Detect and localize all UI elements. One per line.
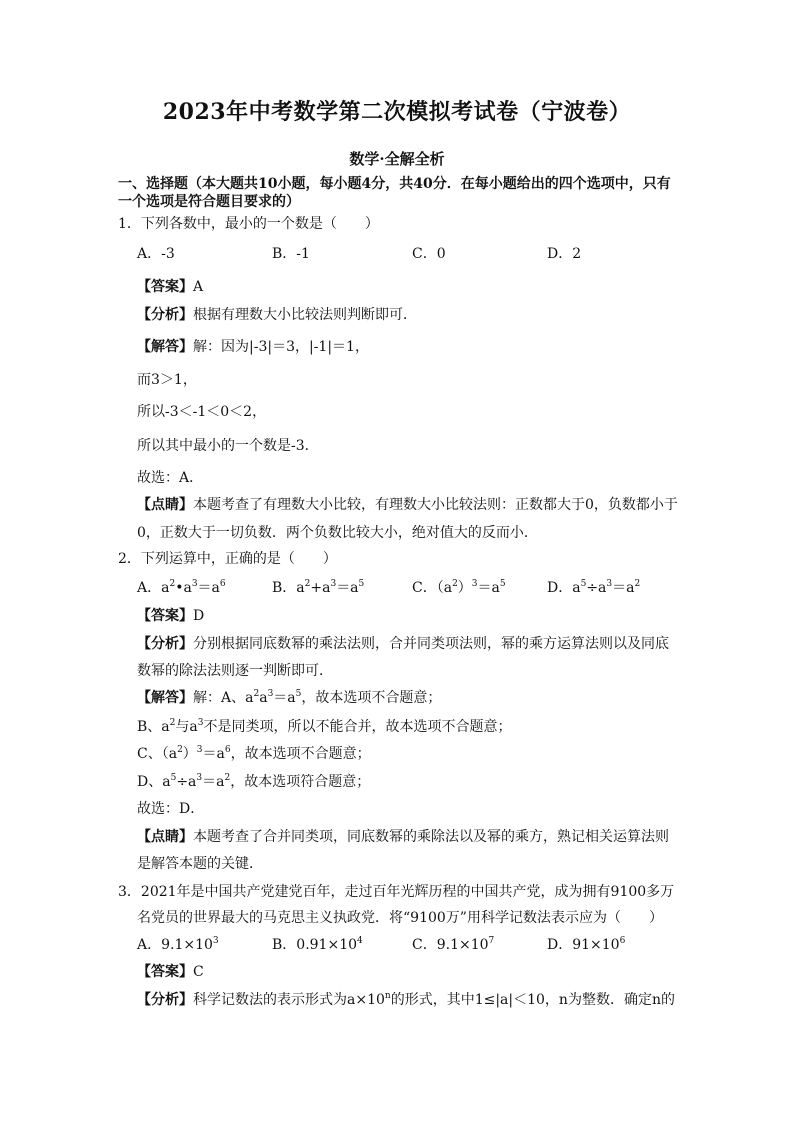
q1-solution-line: 而3＞1， (137, 372, 197, 388)
q1-analysis: 【分析】根据有理数大小比较法则判断即可． (137, 307, 417, 323)
q2-solution-b: B、$a^2$与$a^3$不是同类项，所以不能合并，故本选项不合题意； (137, 718, 512, 735)
q2-solution-c: C、$(a^2)^3=a^6$，故本选项不合题意； (137, 745, 371, 762)
section-tag: 【答案】 (137, 608, 193, 624)
section-tag: 【点睛】 (137, 829, 193, 845)
section-tag: 【答案】 (137, 279, 193, 295)
q3-analysis: 【分析】科学记数法的表示形式为$a\times 10^n$的形式，其中1≤|a|＜10，n为整数．确定n的 (137, 991, 675, 1008)
q1-comment: 【点睛】本题考查了有理数大小比较，有理数大小比较法则：正数都大于0，负数都小于 (137, 497, 678, 513)
q3-answer: 【答案】C (137, 964, 204, 980)
q2-option-d: D．$a^5\div a^3=a^2$ (547, 579, 641, 596)
page-subtitle: 数学·全解全析 (349, 150, 445, 168)
q2-analysis-cont: 数幂的除法法则逐一判断即可． (137, 663, 333, 679)
question-3-stem-cont: 名党员的世界最大的马克思主义执政党．将“9100万”用科学记数法表示应为（ ） (137, 910, 663, 926)
q2-comment: 【点睛】本题考查了合并同类项，同底数幂的乘除法以及幂的乘方，熟记相关运算法则 (137, 829, 669, 845)
q1-option-b: B．-1 (272, 246, 310, 262)
q2-option-c: C．$(a^2)^3=a^5$ (412, 579, 506, 596)
q3-option-d: D．$91\times 10^6$ (547, 936, 626, 953)
section-heading: 一、选择题（本大题共10小题，每小题4分，共40分．在每小题给出的四个选项中，只有 (118, 176, 671, 192)
q1-solution-line: 故选：A． (137, 470, 204, 486)
section-tag: 【解答】 (137, 339, 193, 355)
page-title: 2023年中考数学第二次模拟考试卷（宁波卷） (162, 99, 632, 125)
q1-solution-line: 【解答】解：因为|-3|＝3，|-1|＝1， (137, 339, 369, 355)
section-tag: 【解答】 (137, 690, 193, 706)
section-tag: 【分析】 (137, 307, 193, 323)
q1-solution-line: 所以其中最小的一个数是-3． (137, 438, 319, 454)
section-tag: 【分析】 (137, 992, 193, 1008)
q1-solution-line: 所以-3＜-1＜0＜2， (137, 404, 267, 420)
question-3-stem: 3．2021年是中国共产党建党百年，走过百年光辉历程的中国共产党，成为拥有9100多万 (118, 884, 675, 900)
section-heading-cont: 一个选项是符合题目要求的） (118, 194, 300, 210)
q2-option-a: A．$a^2•a^3=a^6$ (137, 579, 226, 596)
section-tag: 【点睛】 (137, 497, 193, 513)
question-2-stem: 2．下列运算中，正确的是（ ） (118, 551, 337, 567)
q1-answer: 【答案】A (137, 279, 204, 295)
q2-answer: 【答案】D (137, 608, 205, 624)
q1-option-c: C．0 (412, 246, 446, 262)
q2-option-b: B．$a^2+a^3=a^5$ (272, 579, 365, 596)
question-1-stem: 1．下列各数中，最小的一个数是（ ） (118, 216, 379, 232)
q2-solution-d: D、$a^5\div a^3=a^2$，故本选项符合题意； (137, 773, 371, 790)
q1-option-a: A．-3 (137, 246, 175, 262)
q1-comment-cont: 0，正数大于一切负数．两个负数比较大小，绝对值大的反而小． (137, 525, 538, 541)
q2-analysis: 【分析】分别根据同底数幂的乘法法则，合并同类项法则，幂的乘方运算法则以及同底 (137, 636, 669, 652)
q2-solution-a: 【解答】解：A、$a^2a^3=a^5$，故本选项不合题意； (137, 689, 442, 706)
q3-option-c: C．$9.1\times 10^7$ (412, 936, 495, 953)
q2-choose: 故选：D． (137, 801, 205, 817)
q3-option-a: A．$9.1\times 10^3$ (137, 936, 219, 953)
q2-comment-cont: 是解答本题的关键． (137, 856, 263, 872)
q1-option-d: D．2 (547, 246, 582, 262)
section-tag: 【答案】 (137, 964, 193, 980)
q3-option-b: B．$0.91\times 10^4$ (272, 936, 363, 953)
section-tag: 【分析】 (137, 636, 193, 652)
